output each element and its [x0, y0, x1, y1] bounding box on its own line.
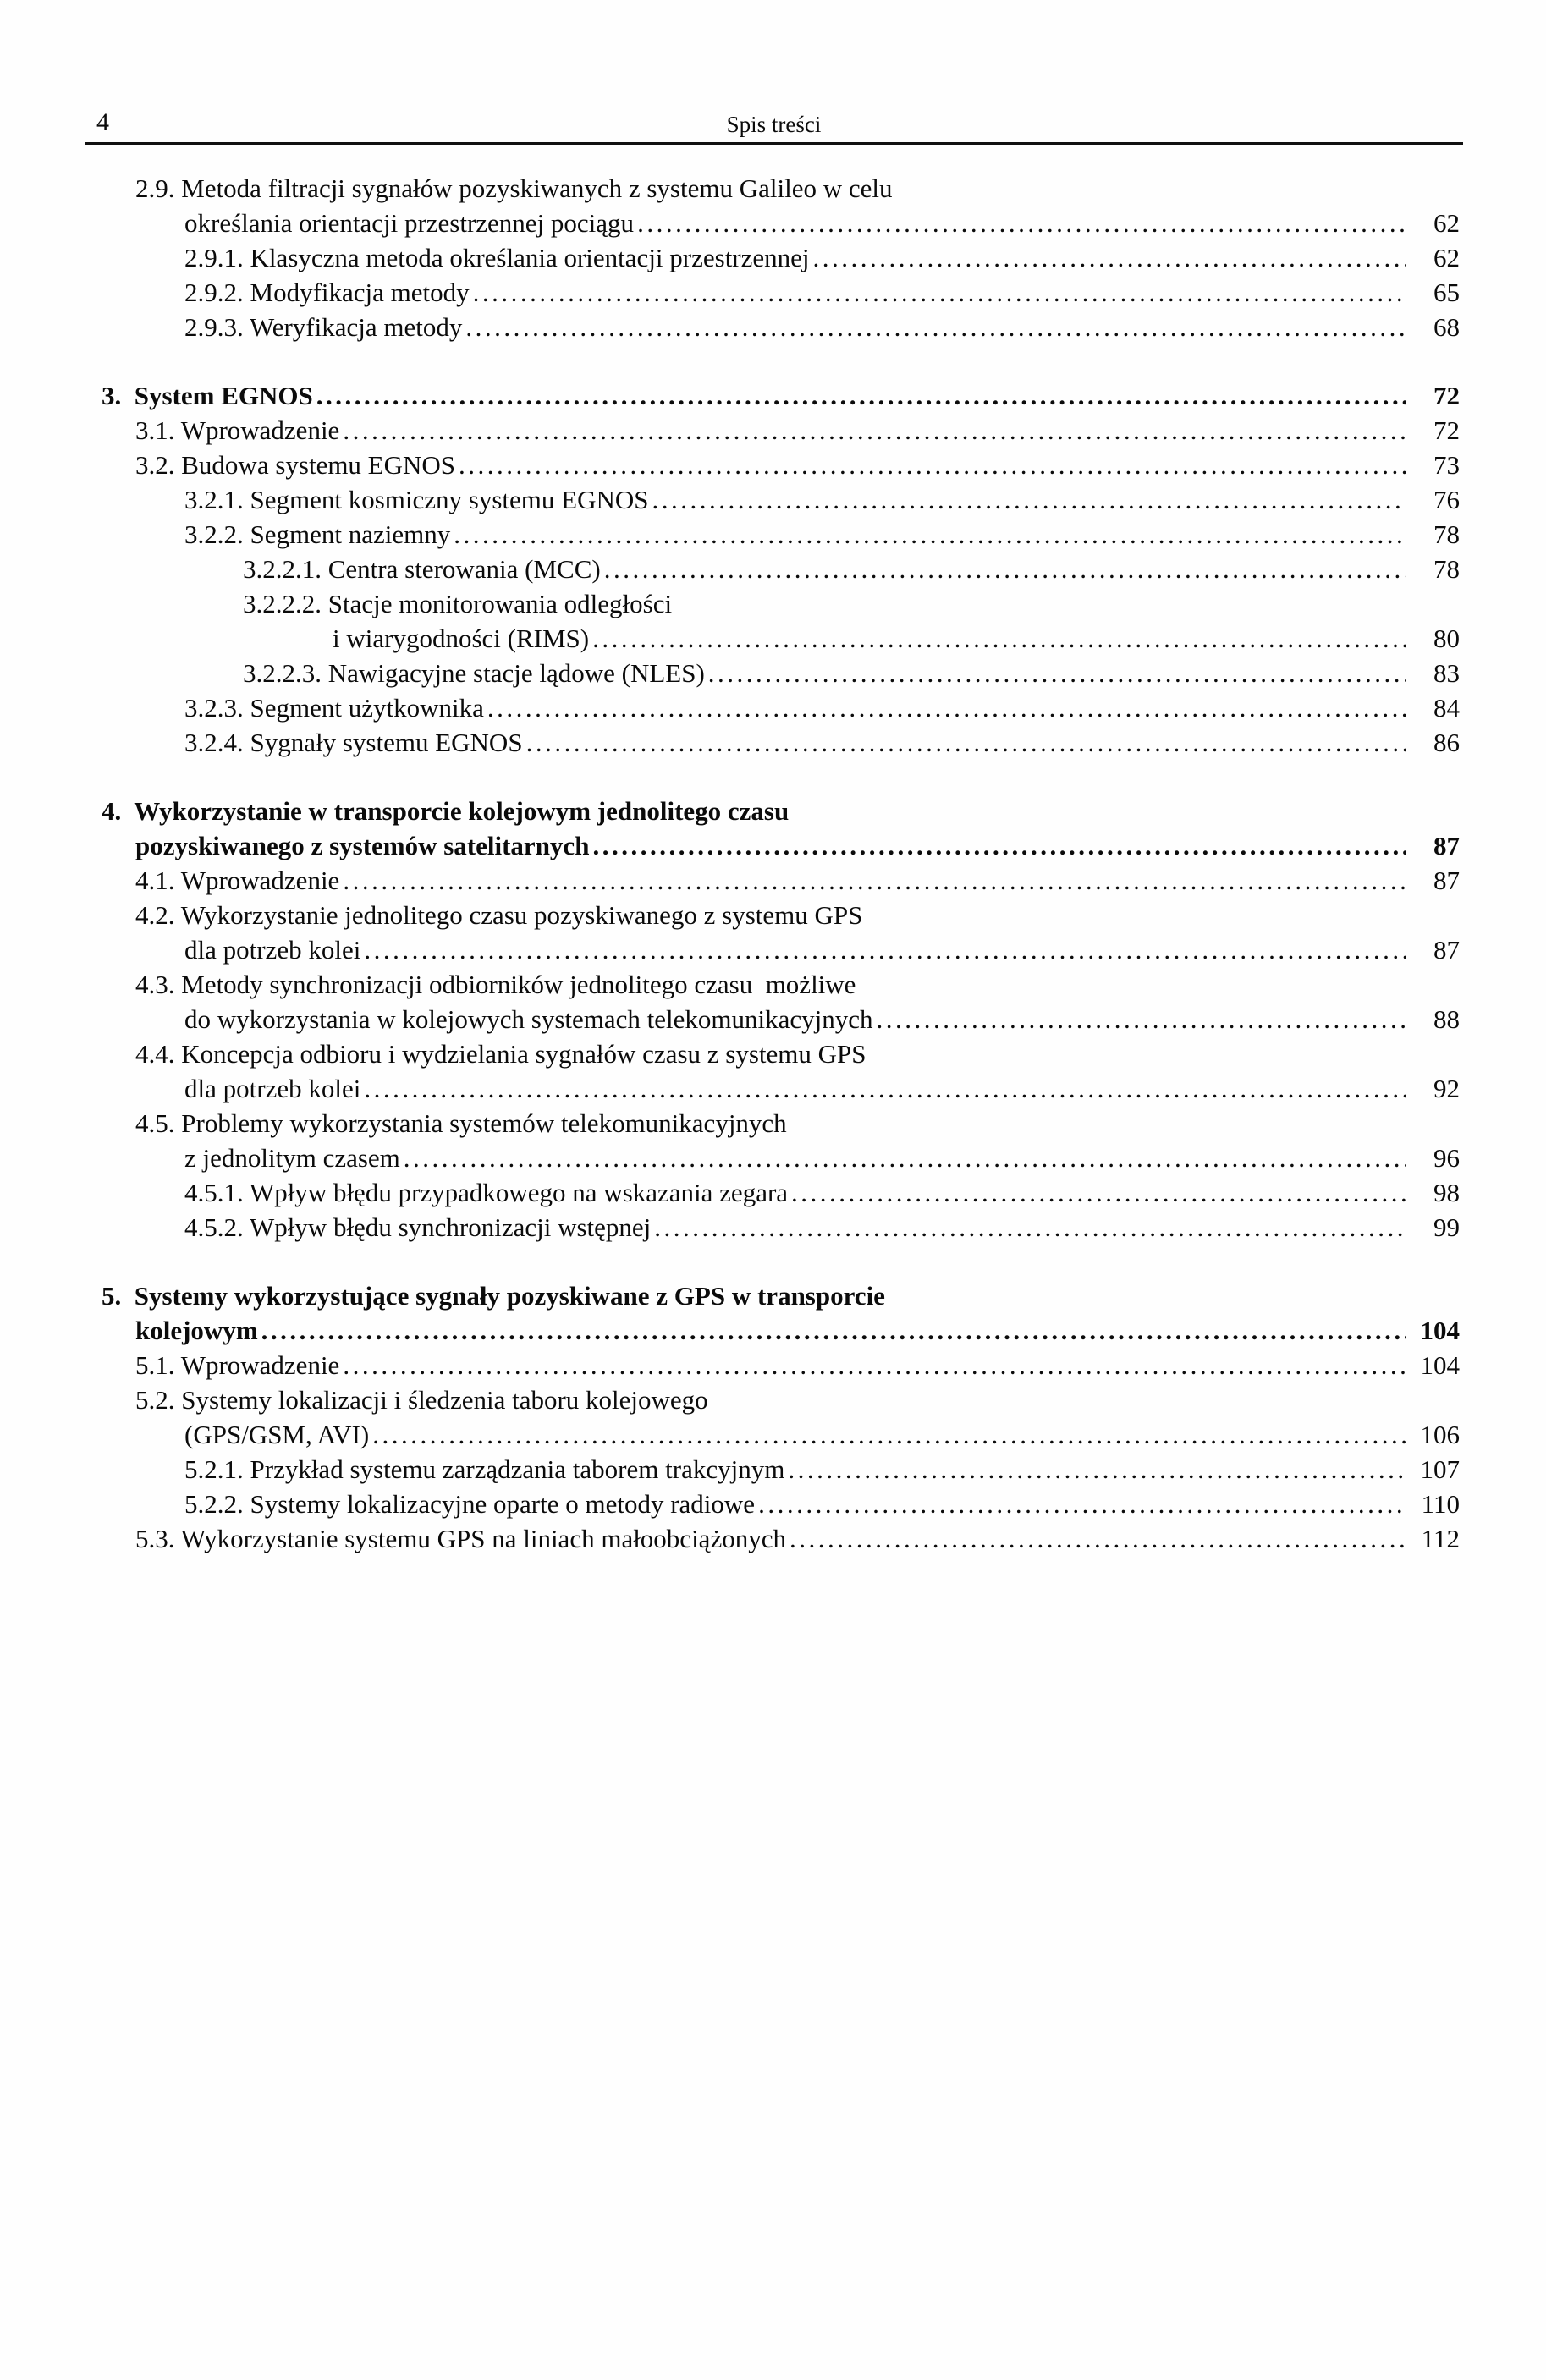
- dot-leader: [465, 310, 1406, 344]
- dot-leader: [788, 1452, 1406, 1487]
- toc-page-ref: 62: [1433, 243, 1460, 272]
- toc-entry: [0, 413, 1546, 448]
- toc-entry: [0, 378, 1546, 413]
- toc-page-ref: 68: [1433, 312, 1460, 342]
- toc-page-ref: 104: [1420, 1316, 1460, 1345]
- toc-entry: [0, 1382, 1546, 1417]
- toc-entry-text: 5.2. Systemy lokalizacji i śledzenia taboru kolejowego: [135, 1385, 708, 1415]
- dot-leader: [454, 517, 1406, 552]
- toc-entry-text: i wiarygodności (RIMS): [333, 624, 590, 653]
- toc-page-ref: 80: [1433, 624, 1460, 653]
- dot-leader: [364, 1071, 1406, 1106]
- toc-entry: [0, 586, 1546, 621]
- toc-entry: [0, 1071, 1546, 1106]
- page-title: Spis treści: [726, 112, 822, 137]
- toc-entry-text: 3.2.2.1. Centra sterowania (MCC): [243, 554, 601, 584]
- page-number: 4: [96, 108, 109, 136]
- dot-leader: [343, 413, 1406, 448]
- dot-leader: [364, 932, 1406, 967]
- toc-entry: [0, 1175, 1546, 1210]
- toc-entry: [0, 1417, 1546, 1452]
- dot-leader: [637, 206, 1406, 240]
- dot-leader: [813, 240, 1406, 275]
- dot-leader: [758, 1487, 1406, 1521]
- toc-entry: [0, 1002, 1546, 1036]
- toc-entry-text: 3.1. Wprowadzenie: [135, 415, 340, 445]
- toc-page-ref: 104: [1420, 1350, 1460, 1380]
- toc-page-ref: 87: [1433, 831, 1460, 860]
- dot-leader: [592, 621, 1406, 656]
- toc-page-ref: 99: [1433, 1212, 1460, 1242]
- toc-entry-text: 3. System EGNOS: [102, 381, 313, 410]
- toc-entry: [0, 1210, 1546, 1245]
- toc-page-ref: 72: [1433, 415, 1460, 445]
- toc-page-ref: 96: [1433, 1143, 1460, 1173]
- toc-entry: [0, 656, 1546, 690]
- toc-entry-text: 3.2.3. Segment użytkownika: [184, 693, 484, 723]
- toc-page-ref: 88: [1433, 1004, 1460, 1034]
- toc-entry-text: 4.5. Problemy wykorzystania systemów telekomunikacyjnych: [135, 1108, 787, 1138]
- toc-entry: [0, 794, 1546, 828]
- toc-entry-text: do wykorzystania w kolejowych systemach telekomunikacyjnych: [184, 1004, 873, 1034]
- toc-page-ref: 62: [1433, 208, 1460, 238]
- dot-leader: [316, 378, 1406, 413]
- dot-leader: [343, 863, 1406, 898]
- toc-entry: [0, 828, 1546, 863]
- dot-leader: [261, 1313, 1406, 1348]
- toc-entry: [0, 552, 1546, 586]
- toc-page-ref: 65: [1433, 278, 1460, 307]
- toc-entry-text: 2.9.1. Klasyczna metoda określania orientacji przestrzennej: [184, 243, 810, 272]
- toc-entry: [0, 1141, 1546, 1175]
- dot-leader: [372, 1417, 1406, 1452]
- toc-entry: [0, 310, 1546, 344]
- toc-entry-text: 3.2.2. Segment naziemny: [184, 519, 451, 549]
- toc-entry-text: 2.9.3. Weryfikacja metody: [184, 312, 463, 342]
- toc-entry-text: 3.2.4. Sygnały systemu EGNOS: [184, 728, 523, 757]
- dot-leader: [877, 1002, 1406, 1036]
- toc-entry: [0, 448, 1546, 482]
- toc-entry-text: 3.2.2.2. Stacje monitorowania odległości: [243, 589, 673, 618]
- dot-leader: [592, 828, 1406, 863]
- toc-entry: [0, 932, 1546, 967]
- page-header: [85, 107, 1463, 145]
- dot-leader: [473, 275, 1406, 310]
- dot-leader: [790, 1521, 1406, 1556]
- toc-entry-text: 5. Systemy wykorzystujące sygnały pozyskiwane z GPS w transporcie: [102, 1281, 885, 1311]
- toc-entry-text: dla potrzeb kolei: [184, 935, 361, 965]
- toc-entry: [0, 1521, 1546, 1556]
- toc-entry: [0, 482, 1546, 517]
- toc-entry: [0, 1487, 1546, 1521]
- toc-page-ref: 78: [1433, 554, 1460, 584]
- toc-entry-text: 4.5.1. Wpływ błędu przypadkowego na wskazania zegara: [184, 1178, 789, 1207]
- toc-entry: [0, 967, 1546, 1002]
- dot-leader: [604, 552, 1406, 586]
- toc-entry: [0, 1278, 1546, 1313]
- toc-page-ref: 92: [1433, 1074, 1460, 1103]
- toc-entry: [0, 1313, 1546, 1348]
- toc-entry: [0, 240, 1546, 275]
- dot-leader: [343, 1348, 1406, 1382]
- toc-entry-text: 3.2.1. Segment kosmiczny systemu EGNOS: [184, 485, 649, 514]
- toc-page-ref: 87: [1433, 935, 1460, 965]
- toc-entry-text: 5.2.1. Przykład systemu zarządzania taborem trakcyjnym: [184, 1454, 785, 1484]
- dot-leader: [404, 1141, 1406, 1175]
- toc-page-ref: 83: [1433, 658, 1460, 688]
- toc-page-ref: 98: [1433, 1178, 1460, 1207]
- toc-entry: [0, 171, 1546, 206]
- toc-entry-text: 5.1. Wprowadzenie: [135, 1350, 340, 1380]
- toc-entry-text: określania orientacji przestrzennej pociągu: [184, 208, 635, 238]
- toc-page-ref: 87: [1433, 866, 1460, 895]
- toc-entry-text: z jednolitym czasem: [184, 1143, 400, 1173]
- toc-entry: [0, 1452, 1546, 1487]
- dot-leader: [652, 482, 1406, 517]
- toc-page-ref: 110: [1421, 1489, 1460, 1519]
- toc-entry-text: 5.2.2. Systemy lokalizacyjne oparte o metody radiowe: [184, 1489, 756, 1519]
- dot-leader: [526, 725, 1406, 760]
- toc-entry: [0, 690, 1546, 725]
- toc-page-ref: 78: [1433, 519, 1460, 549]
- toc-entry: [0, 275, 1546, 310]
- toc-page-ref: 107: [1420, 1454, 1460, 1484]
- dot-leader: [654, 1210, 1406, 1245]
- toc-entry-text: 3.2. Budowa systemu EGNOS: [135, 450, 456, 480]
- toc-entry-text: 2.9.2. Modyfikacja metody: [184, 278, 470, 307]
- toc-entry: [0, 517, 1546, 552]
- toc-entry-text: 4.3. Metody synchronizacji odbiorników jednolitego czasu możliwe: [135, 970, 856, 999]
- toc-entry: [0, 1106, 1546, 1141]
- toc-entry-text: 4.1. Wprowadzenie: [135, 866, 340, 895]
- toc-entry: [0, 725, 1546, 760]
- dot-leader: [708, 656, 1406, 690]
- toc-entry: [0, 621, 1546, 656]
- toc-page-ref: 76: [1433, 485, 1460, 514]
- toc-entry-text: 4.5.2. Wpływ błędu synchronizacji wstępnej: [184, 1212, 652, 1242]
- toc-entry-text: 2.9. Metoda filtracji sygnałów pozyskiwanych z systemu Galileo w celu: [135, 173, 893, 203]
- dot-leader: [487, 690, 1406, 725]
- toc-entry: [0, 1036, 1546, 1071]
- toc: [0, 171, 1546, 1556]
- toc-page-ref: 72: [1433, 381, 1460, 410]
- toc-entry: [0, 898, 1546, 932]
- toc-entry-text: (GPS/GSM, AVI): [184, 1420, 370, 1449]
- dot-leader: [791, 1175, 1406, 1210]
- dot-leader: [459, 448, 1406, 482]
- toc-entry: [0, 1348, 1546, 1382]
- toc-entry: [0, 863, 1546, 898]
- toc-entry-text: pozyskiwanego z systemów satelitarnych: [135, 831, 590, 860]
- toc-entry: [0, 206, 1546, 240]
- toc-entry-text: dla potrzeb kolei: [184, 1074, 361, 1103]
- toc-page-ref: 86: [1433, 728, 1460, 757]
- toc-entry-text: 4.4. Koncepcja odbioru i wydzielania sygnałów czasu z systemu GPS: [135, 1039, 867, 1069]
- toc-entry-text: kolejowym: [135, 1316, 258, 1345]
- toc-page-ref: 73: [1433, 450, 1460, 480]
- toc-entry-text: 4. Wykorzystanie w transporcie kolejowym jednolitego czasu: [102, 796, 790, 826]
- toc-entry-text: 5.3. Wykorzystanie systemu GPS na liniach małoobciążonych: [135, 1524, 786, 1553]
- toc-page-ref: 106: [1420, 1420, 1460, 1449]
- toc-entry-text: 3.2.2.3. Nawigacyjne stacje lądowe (NLES): [243, 658, 705, 688]
- toc-page-ref: 84: [1433, 693, 1460, 723]
- toc-entry-text: 4.2. Wykorzystanie jednolitego czasu pozyskiwanego z systemu GPS: [135, 900, 863, 930]
- toc-page-ref: 112: [1421, 1524, 1460, 1553]
